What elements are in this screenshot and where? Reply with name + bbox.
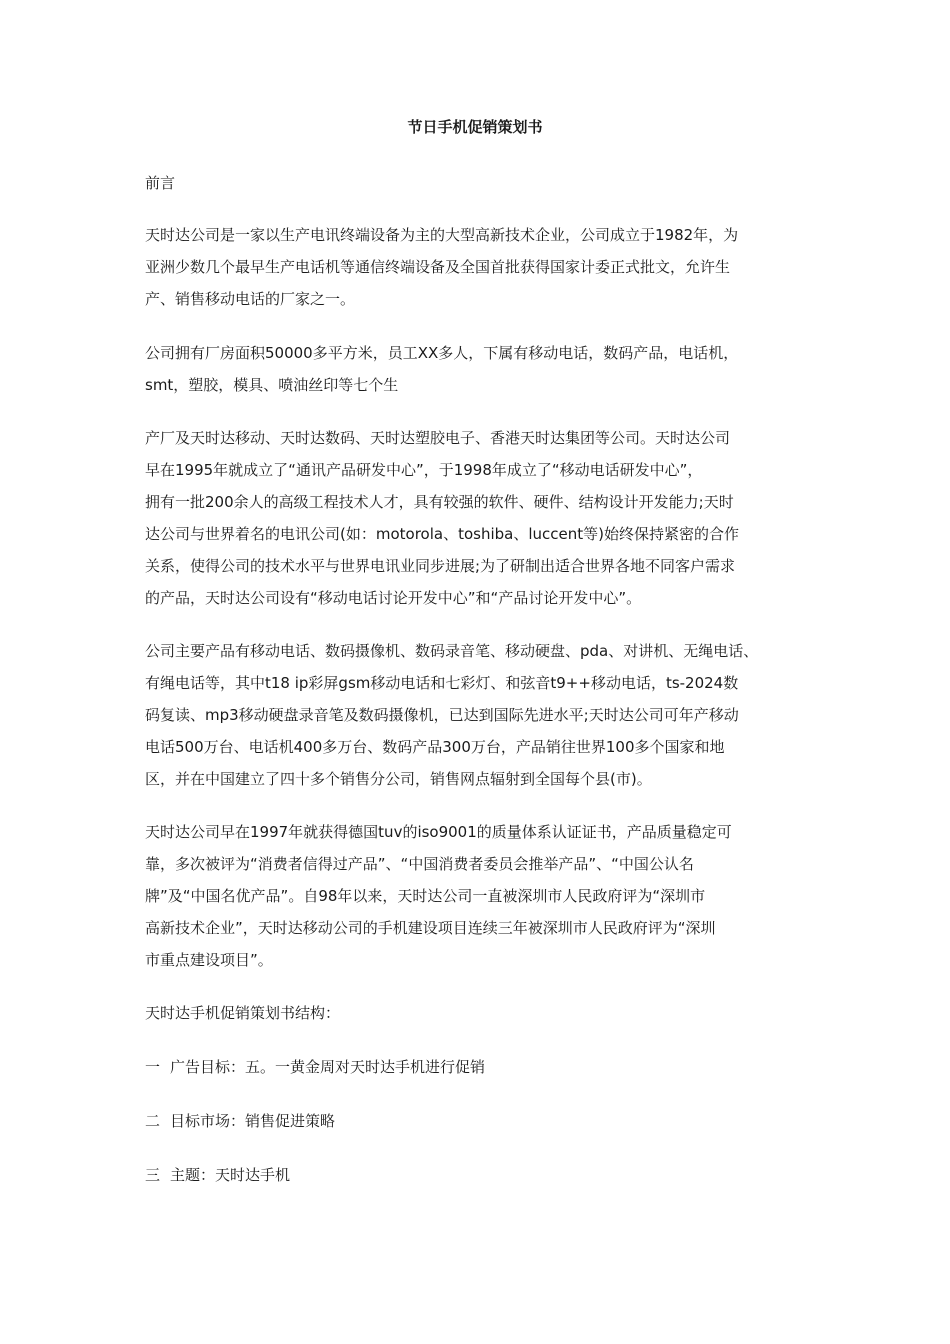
paragraph-line: 区，并在中国建立了四十多个销售分公司，销售网点辐射到全国每个县(市)。 [145,770,652,788]
paragraph-line: 产厂及天时达移动、天时达数码、天时达塑胶电子、香港天时达集团等公司。天时达公司 [145,429,731,447]
paragraph-line: 拥有一批200余人的高级工程技术人才，具有较强的软件、硬件、结构设计开发能力;天时 [145,493,734,511]
paragraph-line: 高新技术企业”，天时达移动公司的手机建设项目连续三年被深圳市人民政府评为“深圳 [145,919,716,937]
paragraph-line: 的产品，天时达公司设有“移动电话讨论开发中心”和“产品讨论开发中心”。 [145,589,642,607]
paragraph-company-intro [145,219,738,315]
paragraph-line: 天时达公司早在1997年就获得德国tuv的iso9001的质量体系认证证书，产品质量稳定可 [145,823,732,841]
paragraph-line: 关系，使得公司的技术水平与世界电讯业同步进展;为了研制出适合世界各地不同客户需求 [145,557,736,575]
paragraph-quality [145,816,732,976]
paragraph-line: 产、销售移动电话的厂家之一。 [145,290,356,308]
structure-heading: 天时达手机促销策划书结构： [145,1004,341,1022]
structure-item-number: 二 [145,1112,161,1130]
paragraph-line: 天时达公司是一家以生产电讯终端设备为主的大型高新技术企业，公司成立于1982年，为 [145,226,739,244]
paragraph-line: 码复读、mp3移动硬盘录音笔及数码摄像机，已达到国际先进水平;天时达公司可年产移动 [145,706,739,724]
document-title: 节日手机促销策划书 [407,118,543,136]
paragraph-line: 亚洲少数几个最早生产电话机等通信终端设备及全国首批获得国家计委正式批文，允许生 [145,258,731,276]
structure-item-number: 一 [145,1058,161,1076]
paragraph-line: smt，塑胶，模具、喷油丝印等七个生 [145,376,399,394]
paragraph-line: 公司拥有厂房面积50000多平方米，员工XX多人，下属有移动电话，数码产品，电话机， [145,344,739,362]
structure-item [145,1056,485,1078]
paragraph-line: 牌”及“中国名优产品”。自98年以来，天时达公司一直被深圳市人民政府评为“深圳市 [145,887,706,905]
structure-item-text: 目标市场：销售促进策略 [170,1112,336,1130]
paragraph-line: 达公司与世界着名的电讯公司(如：motorola、toshiba、luccent等)始终保持紧密的合作 [145,525,739,543]
structure-item-text: 主题：天时达手机 [170,1166,291,1184]
paragraph-line: 公司主要产品有移动电话、数码摄像机、数码录音笔、移动硬盘、pda、对讲机、无绳电话、 [145,642,759,660]
paragraph-line: 有绳电话等，其中t18 ip彩屏gsm移动电话和七彩灯、和弦音t9++移动电话，ts-2024数 [145,674,739,692]
structure-item [145,1110,335,1132]
paragraph-line: 靠，多次被评为“消费者信得过产品”、“中国消费者委员会推举产品”、“中国公认名 [145,855,694,873]
paragraph-rnd [145,422,739,614]
paragraph-line: 电话500万台、电话机400多万台、数码产品300万台，产品销往世界100多个国家和地 [145,738,725,756]
paragraph-products [145,635,758,795]
structure-item-number: 三 [145,1166,161,1184]
structure-item [145,1164,290,1186]
paragraph-line: 市重点建设项目”。 [145,951,273,969]
paragraph-company-scale [145,337,738,401]
preface-heading: 前言 [145,174,176,192]
structure-item-text: 广告目标：五。一黄金周对天时达手机进行促销 [170,1058,486,1076]
paragraph-line: 早在1995年就成立了“通讯产品研发中心”，于1998年成立了“移动电话研发中心”， [145,461,703,479]
